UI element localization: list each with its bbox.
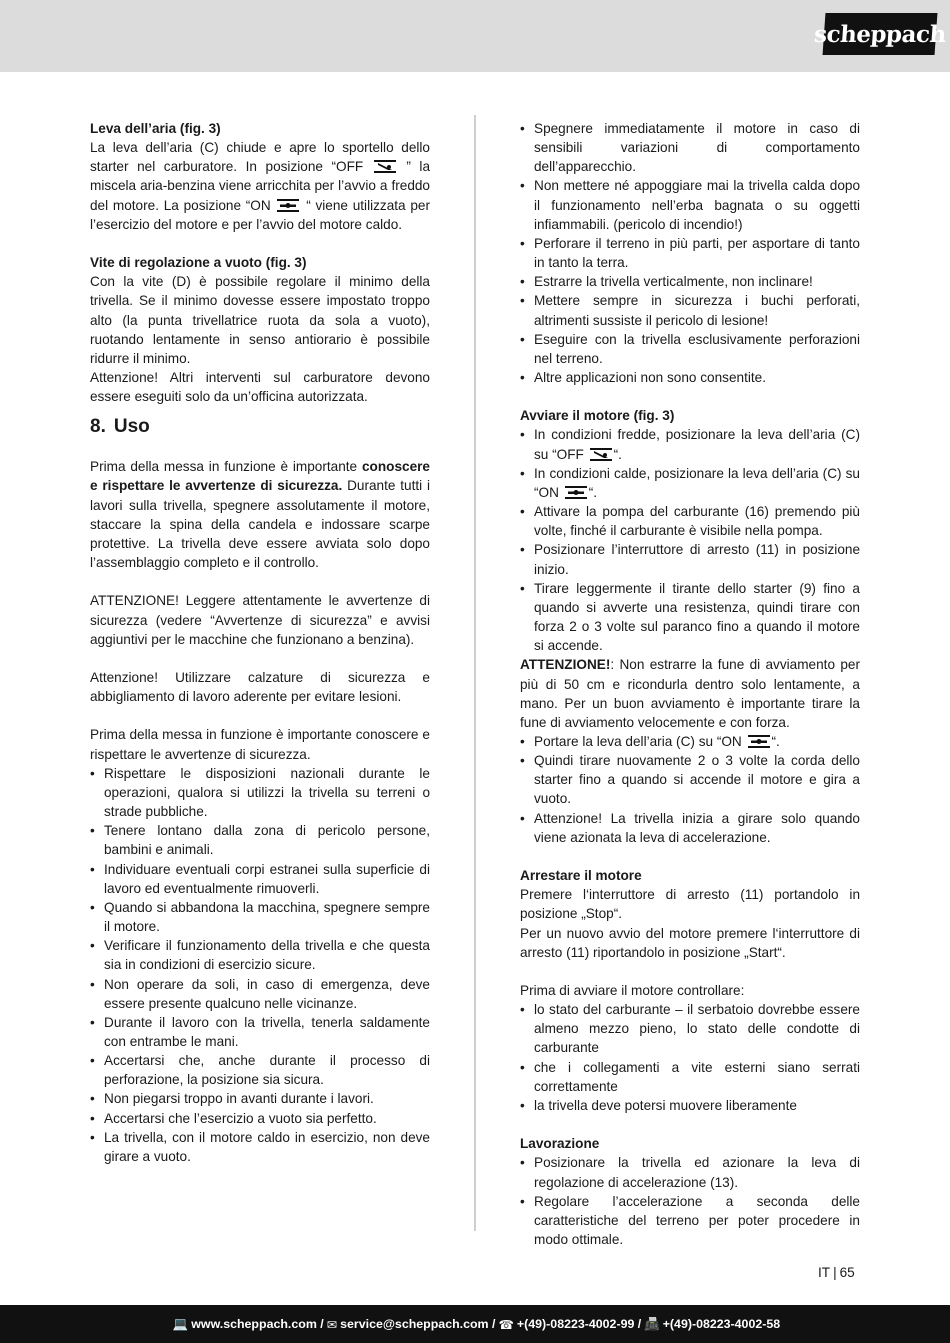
list-item: • Altre applicazioni non sono consentite. (520, 368, 860, 387)
list-item: • Accertarsi che, anche durante il processo di perforazione, la posizione sia sicura. (90, 1051, 430, 1089)
list-item: • Accertarsi che l’esercizio a vuoto sia perfetto. (90, 1109, 430, 1128)
computer-icon: 💻 (172, 1316, 189, 1331)
start-list (520, 425, 860, 655)
stop-heading: Arrestare il motore (520, 868, 642, 884)
choke-on-icon (748, 735, 770, 748)
list-item: • Tirare leggermente il tirante dello starter (9) fino a quando si avverte una resistenza, quindi tirare con forza 2 o 3 volte sul paranco fino a quando il motore si accende. (520, 579, 860, 656)
header-band (0, 0, 950, 72)
intro-bold: conoscere e rispettare le avvertenze di sicurezza. (90, 459, 430, 494)
list-item: • Attivare la pompa del carburante (16) premendo più volte, finché il carburante è visibile nella pompa. (520, 502, 860, 540)
start-heading: Avviare il motore (fig. 3) (520, 408, 675, 424)
list-item: • che i collegamenti a vite esterni siano serrati correttamente (520, 1058, 860, 1096)
email-link[interactable]: service@scheppach.com / (340, 1317, 496, 1331)
start-cold-text: In condizioni fredde, posizionare la leva dell’aria (C) su “OFF (534, 427, 860, 462)
check-list (520, 1000, 860, 1115)
idle-note: Attenzione! Altri interventi sul carburatore devono essere eseguiti solo da un’officina autorizzata. (90, 370, 430, 405)
footer-bar (0, 1305, 950, 1343)
list-item: • Durante il lavoro con la trivella, tenerla saldamente con entrambe le mani. (90, 1013, 430, 1051)
choke-paragraph (90, 138, 430, 234)
column-divider (474, 115, 476, 1231)
list-item: • Verificare il funzionamento della trivella e che questa sia in condizioni di esercizio sicure. (90, 936, 430, 974)
safety-list-continued (520, 119, 860, 387)
after-start-list (520, 732, 860, 847)
list-item: • Attenzione! La trivella inizia a girare solo quando viene azionata la leva di accelerazione. (520, 809, 860, 847)
phone-number: +(49)-08223-4002-99 / (516, 1317, 642, 1331)
intro-plain: Prima della messa in funzione è importante (90, 459, 358, 475)
choke-text-3: “ viene utilizzata per l’esercizio del motore e per l’avvio del motore caldo. (90, 197, 430, 232)
attention-paragraph (520, 655, 860, 732)
list-item: • la trivella deve potersi muovere liberamente (520, 1096, 860, 1115)
start-warm-end: “. (588, 484, 598, 500)
list-item: • Rispettare le disposizioni nazionali durante le operazioni, qualora si utilizzi la trivella su terreni o strade pubbliche. (90, 764, 430, 821)
work-list (520, 1153, 860, 1249)
scheppach-logo: scheppach (823, 13, 938, 55)
list-intro: Prima della messa in funzione è importante conoscere e rispettare le avvertenze di sicurezza. (90, 727, 430, 762)
list-item: • Posizionare la trivella ed azionare la leva di regolazione di accelerazione (13). (520, 1153, 860, 1191)
lever-on-text: Portare la leva dell’aria (C) su “ON (534, 733, 742, 749)
list-item: • Non piegarsi troppo in avanti durante i lavori. (90, 1089, 430, 1108)
list-item: • Perforare il terreno in più parti, per asportare di tanto in tanto la terra. (520, 234, 860, 272)
website-link[interactable]: www.scheppach.com / (191, 1317, 324, 1331)
list-item: • Individuare eventuali corpi estranei sulla superficie di lavoro ed eventualmente rimuoverli. (90, 860, 430, 898)
fax-number: +(49)-08223-4002-58 (662, 1317, 781, 1331)
list-item: • Eseguire con la trivella esclusivamente perforazioni nel terreno. (520, 330, 860, 368)
choke-text-2: ” la miscela aria-benzina viene arricchita per l’avvio a freddo del motore. La posizione “ON (90, 159, 431, 213)
list-item (520, 425, 860, 463)
idle-heading: Vite di regolazione a vuoto (fig. 3) (90, 255, 307, 271)
list-item: • Non operare da soli, in caso di emergenza, deve essere presente qualcuno nelle vicinanze. (90, 975, 430, 1013)
page-separator: | (833, 1265, 837, 1280)
start-warm-text: In condizioni calde, posizionare la leva dell’aria (C) su “ON (534, 465, 860, 500)
right-column (520, 119, 860, 1249)
list-item: • Estrarre la trivella verticalmente, non inclinare! (520, 272, 860, 291)
section-number: 8. (90, 416, 106, 438)
check-intro: Prima di avviare il motore controllare: (520, 982, 745, 998)
left-column (90, 119, 430, 1166)
lever-on-end: “. (771, 733, 780, 749)
list-item: • Mettere sempre in sicurezza i buchi perforati, altrimenti sussiste il pericolo di lesione! (520, 291, 860, 329)
choke-on-icon (277, 199, 299, 212)
restart-text: Per un nuovo avvio del motore premere l‘interruttore di arresto (11) riportandolo in posizione „Start“. (520, 925, 860, 960)
list-item: • Spegnere immediatamente il motore in caso di sensibili variazioni di comportamento dell’apparecchio. (520, 119, 860, 176)
intro-rest: Durante tutti i lavori sulla trivella, spegnere assolutamente il motore, staccare la spina della candela e indossare scarpe protettive. La trivella deve essere avviata solo dopo l’assemblaggio completo e il controllo. (90, 478, 430, 571)
page-number (818, 1265, 855, 1280)
work-heading: Lavorazione (520, 1136, 600, 1152)
intro-paragraph (90, 457, 430, 572)
attention-text: : Non estrarre la fune di avviamento per più di 50 cm e ricondurla dentro solo lentamente, a mano. Per un buon avviamento è importante tirare la fune di avviamento velocemente e con forza. (520, 657, 860, 730)
page-number-value: 65 (839, 1265, 855, 1280)
warning-read-safety: ATTENZIONE! Leggere attentamente le avvertenze di sicurezza (vedere “Avvertenze di sicurezza” e avvisi aggiuntivi per le macchine che funzionano a benzina). (90, 593, 430, 647)
list-item: • La trivella, con il motore caldo in esercizio, non deve girare a vuoto. (90, 1128, 430, 1166)
warning-clothing: Attenzione! Utilizzare calzature di sicurezza e abbigliamento di lavoro aderente per evitare lesioni. (90, 670, 430, 705)
stop-text: Premere l‘interruttore di arresto (11) portandolo in posizione „Stop“. (520, 887, 860, 922)
list-item: • Regolare l’accelerazione a seconda delle caratteristiche del terreno per poter procedere in modo ottimale. (520, 1192, 860, 1249)
phone-icon: ☎ (498, 1317, 514, 1332)
safety-list (90, 764, 430, 1166)
choke-off-icon (374, 160, 396, 173)
choke-text-1: La leva dell’aria (C) chiude e apre lo sportello dello starter nel carburatore. In posizione “OFF (90, 140, 430, 175)
attention-label: ATTENZIONE! (520, 657, 611, 673)
section-heading (90, 414, 430, 440)
mail-icon: ✉ (326, 1317, 338, 1332)
list-item: • Quindi tirare nuovamente 2 o 3 volte la corda dello starter fino a quando si accende il motore e gira a vuoto. (520, 751, 860, 808)
list-item: • Tenere lontano dalla zona di pericolo persone, bambini e animali. (90, 821, 430, 859)
list-item: • Quando si abbandona la macchina, spegnere sempre il motore. (90, 898, 430, 936)
list-item: • lo stato del carburante – il serbatoio dovrebbe essere almeno mezzo pieno, lo stato delle condotte di carburante (520, 1000, 860, 1057)
choke-off-icon (590, 448, 612, 461)
list-item: • Posizionare l’interruttore di arresto (11) in posizione inizio. (520, 540, 860, 578)
start-cold-end: “. (613, 446, 622, 462)
idle-paragraph: Con la vite (D) è possibile regolare il minimo della trivella. Se il minimo dovesse essere impostato troppo alto (la punta trivellatrice ruota da sola a vuoto), ruotando lentamente in senso antiorario è possibile ridurre il minimo. (90, 274, 430, 366)
fax-icon: 📠 (644, 1316, 660, 1331)
list-item: • Non mettere né appoggiare mai la trivella calda dopo il funzionamento nell’erba bagnata o su oggetti infiammabili. (pericolo di incendio!) (520, 176, 860, 233)
choke-on-icon (565, 486, 587, 499)
list-item (520, 464, 860, 502)
list-item (520, 732, 860, 751)
language-code: IT (818, 1265, 831, 1280)
choke-heading: Leva dell’aria (fig. 3) (90, 121, 221, 136)
section-title: Uso (113, 416, 150, 438)
